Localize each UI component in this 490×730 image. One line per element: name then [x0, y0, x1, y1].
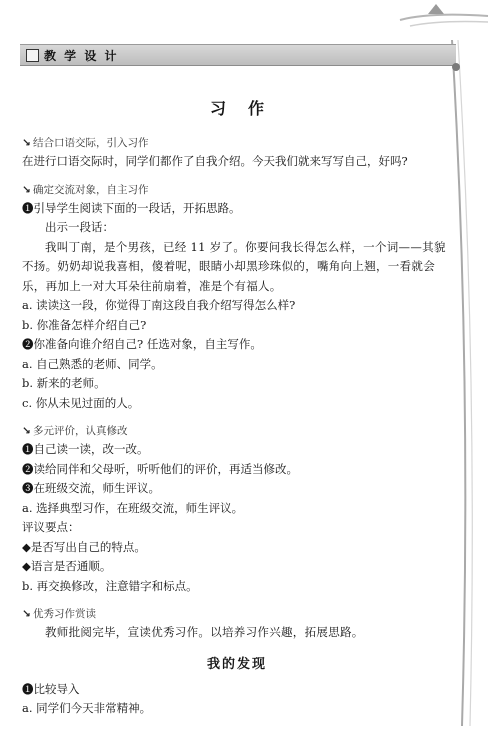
- text-line: 出示一段话：: [45, 220, 114, 234]
- section-header-band: [20, 44, 456, 66]
- section-heading: [22, 606, 452, 623]
- text-line: ❶引导学生阅读下面的一段话，开拓思路。: [22, 200, 241, 215]
- text-line: ❶比较导入: [22, 681, 80, 696]
- quoted-paragraph: 我叫丁南，是个男孩，已经 11 岁了。你要问我长得怎么样，一个词——其貌不扬。奶奶却说我喜相，傻着呢，眼睛小却黑珍珠似的，嘴角向上翘，一看就会乐，再加上一对大耳朵往前扇着，准是个有福人。: [22, 239, 446, 293]
- text-line: 在进行口语交际时，同学们都作了自我介绍。今天我们就来写写自己，好吗?: [22, 154, 408, 168]
- page-content: [22, 96, 452, 719]
- subsection-title: 我的发现: [206, 656, 267, 672]
- arrow-icon: ↘: [22, 137, 31, 149]
- text-line: a. 自己熟悉的老师、同学。: [22, 356, 163, 371]
- header-checkbox-icon: [26, 49, 39, 62]
- text-line: ◆语言是否通顺。: [22, 559, 112, 573]
- text-line: 评议要点：: [22, 520, 80, 534]
- text-line: b. 你准备怎样介绍自己?: [22, 317, 147, 332]
- text-paragraph: 教师批阅完毕，宣读优秀习作。以培养习作兴趣，拓展思路。: [45, 625, 364, 639]
- arrow-icon: ↘: [22, 183, 31, 196]
- text-line: ❷你准备向谁介绍自己? 任选对象，自主写作。: [22, 337, 262, 351]
- section-heading-text: 多元评价，认真修改: [33, 425, 128, 437]
- text-line: ❶自己读一读，改一改。: [22, 442, 149, 456]
- text-line: a. 读读这一段，你觉得丁南这段自我介绍写得怎么样?: [22, 298, 296, 312]
- text-line: ◆是否写出自己的特点。: [22, 539, 146, 554]
- text-line: b. 新来的老师。: [22, 376, 106, 390]
- arrow-icon: ↘: [22, 425, 31, 437]
- text-line: ❷读给同伴和父母听，听听他们的评价，再适当修改。: [22, 461, 298, 476]
- header-dot-icon: [452, 63, 460, 71]
- text-line: c. 你从未见过面的人。: [22, 395, 140, 410]
- section-heading-text: 确定交流对象，自主习作: [33, 183, 149, 196]
- section-heading-text: 优秀习作赏读: [33, 608, 96, 620]
- section-heading-text: 结合口语交际，引入习作: [33, 137, 149, 149]
- header-label: 教 学 设 计: [44, 49, 119, 63]
- page-title: 习作: [209, 99, 286, 118]
- text-line: ❸在班级交流，师生评议。: [22, 481, 160, 495]
- text-line: a. 同学们今天非常精神。: [22, 701, 152, 715]
- text-line: a. 选择典型习作，在班级交流，师生评议。: [22, 500, 244, 515]
- section-heading: [22, 423, 452, 440]
- section-heading: [22, 135, 452, 152]
- text-line: b. 再交换修改，注意错字和标点。: [22, 578, 198, 593]
- section-heading: [22, 182, 452, 199]
- arrow-icon: ↘: [22, 608, 31, 620]
